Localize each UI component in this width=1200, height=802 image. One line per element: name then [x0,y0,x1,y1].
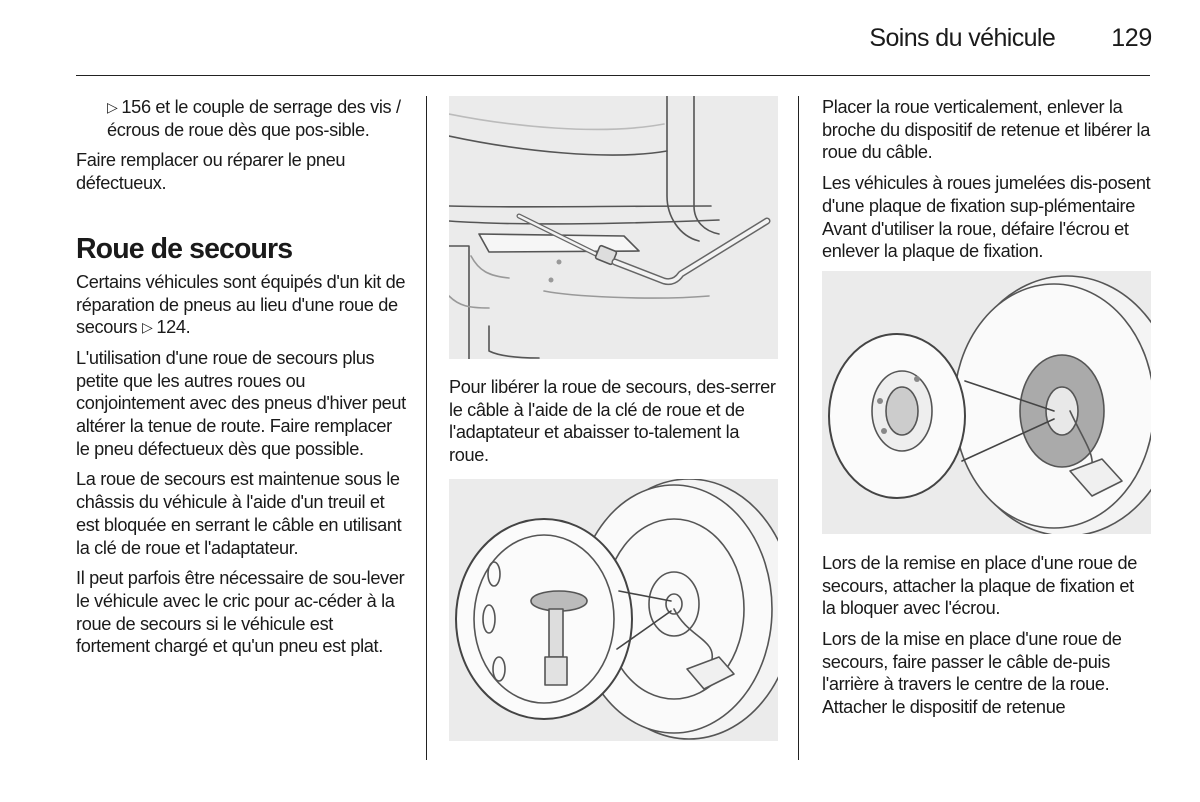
section-title: Roue de secours [76,232,293,265]
header-rule [76,75,1150,76]
paragraph-release-spare: Pour libérer la roue de secours, des-serrer le câble à l'aide de la clé de roue et de l'adaptateur et abaisser to-talement la roue. [449,377,776,466]
paragraph-refit-plate: Lors de la remise en place d'une roue de secours, attacher la plaque de fixation et la bloquer avec l'écrou. [822,552,1138,619]
paragraph-place-vertical: Placer la roue verticalement, enlever la broche du dispositif de retenue et libérer la roue du câble. [822,97,1151,163]
column-divider-2 [798,96,799,760]
wrench-under-vehicle-illustration [449,96,778,359]
paragraph-continued [76,96,410,141]
figure-fixing-plate [822,271,1151,534]
cross-reference-icon: ▷ [107,99,118,115]
page-header [869,24,1152,53]
paragraph-winch: La roue de secours est maintenue sous le châssis du véhicule à l'aide d'un treuil et est bloquée en serrant le câble en utilisant la clé de roue et l'adaptateur. [76,469,402,558]
paragraph-replace-tyre: Faire remplacer ou réparer le pneu défectueux. [76,150,346,194]
paragraph-twin-wheels: Les véhicules à roues jumelées dis-posent d'une plaque de fixation sup-plémentaire Avant d'utiliser la roue, défaire l'écrou et enlever la plaque de fixation. [822,173,1151,262]
column-2 [449,96,779,741]
paragraph-intro [76,271,410,339]
cross-reference-page: 156 [121,97,151,117]
paragraph-smaller-spare: L'utilisation d'une roue de secours plus petite que les autres roues ou conjointement avec des pneus d'hiver peut altérer la tenue de route. Faire remplacer le pneu défectueux dès que possible. [76,347,406,459]
column-divider-1 [426,96,427,760]
header-title: Soins du véhicule [869,24,1056,52]
cross-reference-icon: ▷ [141,319,153,336]
paragraph-route-cable: Lors de la mise en place d'une roue de secours, faire passer le câble de-puis l'arrière à travers le centre de la roue. Attacher le dispositif de retenue [822,629,1122,718]
page-number: 129 [1111,24,1152,52]
paragraph-continued-text: et le couple de serrage des vis / écrous de roue dès que pos-sible. [107,97,401,140]
figure-wheel-adapter [449,479,778,741]
paragraph-intro-text: Certains véhicules sont équipés d'un kit de réparation de pneus au lieu d'une roue de secours [76,271,406,338]
paragraph-jack: Il peut parfois être nécessaire de sou-lever le véhicule avec le cric pour ac-céder à la roue de secours si le véhicule est fortement chargé et qu'un pneu est plat. [76,568,405,657]
fixing-plate-illustration [822,271,1151,534]
column-1 [76,96,410,666]
figure-wrench-under-vehicle [449,96,778,359]
wheel-with-adapter-illustration [449,479,778,741]
column-3 [822,96,1152,727]
cross-reference-page: 124. [156,317,191,338]
